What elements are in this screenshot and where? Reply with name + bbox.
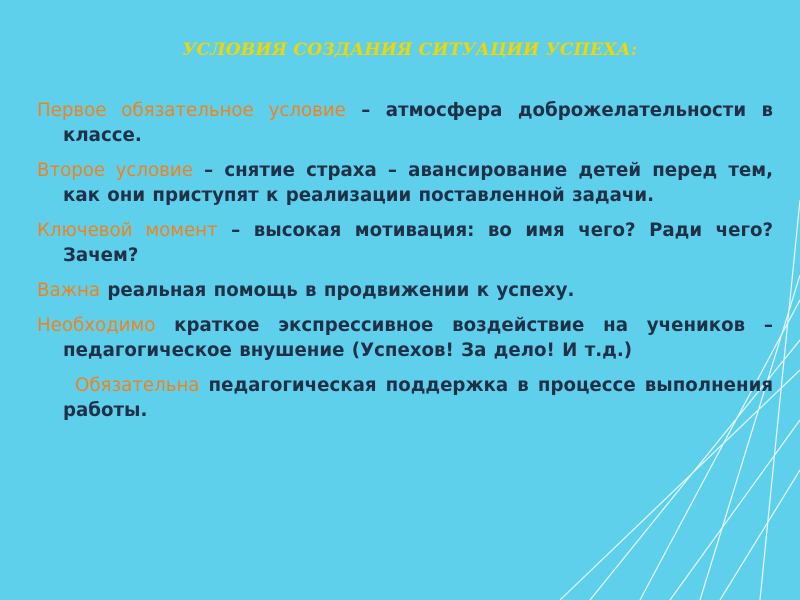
paragraph-2: [37, 158, 773, 208]
paragraph-1: [37, 98, 773, 148]
paragraph-2-body: – снятие страха – авансирование детей перед тем, как они приступят к реализации поставленной задачи.: [63, 160, 773, 206]
paragraph-1-lead: Первое обязательное условие: [37, 100, 346, 121]
paragraph-3: [37, 218, 773, 268]
paragraph-5: [37, 313, 773, 363]
paragraph-4-body: реальная помощь в продвижении к успеху.: [100, 280, 575, 301]
paragraph-3-lead: Ключевой момент: [37, 220, 218, 241]
paragraph-6-body: педагогическая поддержка в процессе выполнения работы.: [63, 375, 773, 421]
slide-title: УСЛОВИЯ СОЗДАНИЯ СИТУАЦИИ УСПЕХА:: [182, 40, 638, 60]
paragraph-4: [37, 278, 773, 303]
paragraph-3-body: – высокая мотивация: во имя чего? Ради чего? Зачем?: [63, 220, 773, 266]
paragraph-6-lead: Обязательна: [75, 375, 200, 396]
paragraph-6: [37, 373, 773, 423]
paragraph-1-body: – атмосфера доброжелательности в классе.: [63, 100, 773, 146]
paragraph-4-lead: Важна: [37, 280, 101, 301]
paragraph-5-body: краткое экспрессивное воздействие на учеников – педагогическое внушение (Успехов! За дело! И т.д.): [63, 315, 773, 361]
slide-content: [37, 98, 773, 433]
paragraph-5-lead: Необходимо: [37, 315, 156, 336]
paragraph-2-lead: Второе условие: [37, 160, 193, 181]
